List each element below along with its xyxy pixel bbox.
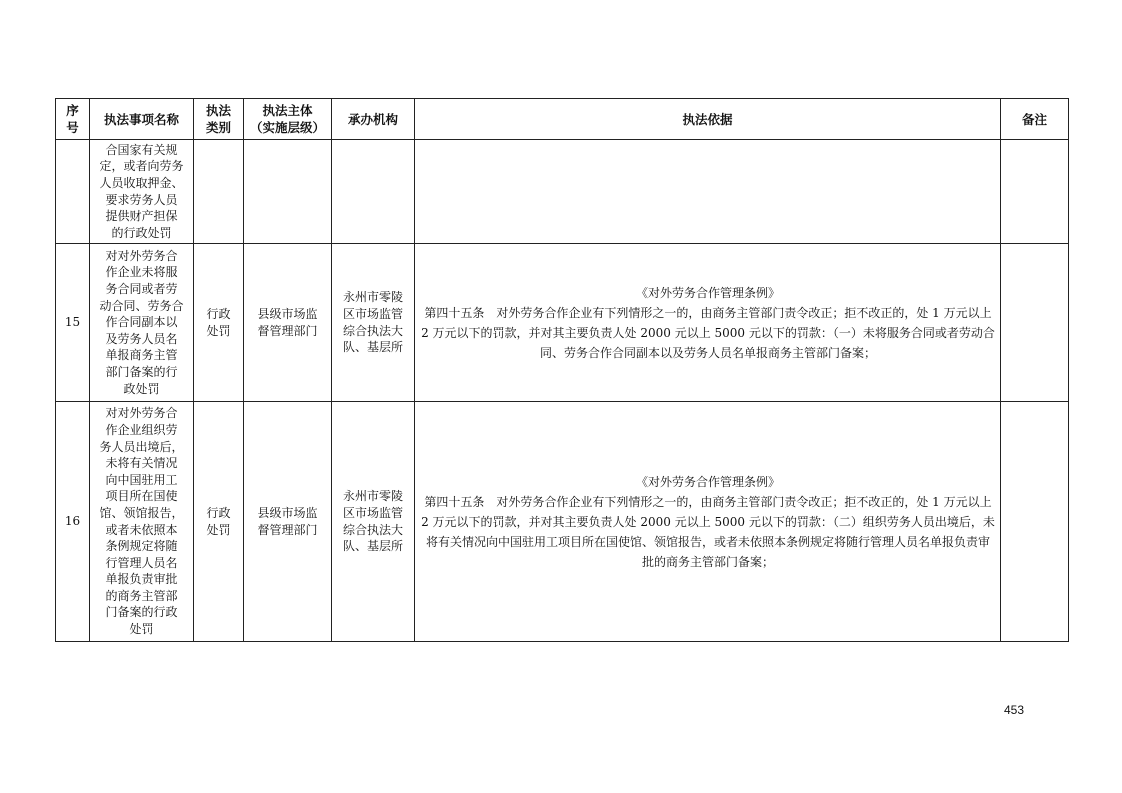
cell-remark <box>1001 140 1069 244</box>
cell-remark <box>1001 244 1069 402</box>
enforcement-items-table <box>55 98 1069 642</box>
table-row <box>56 402 1069 642</box>
basis-title: 《对外劳务合作管理条例》 <box>635 285 780 300</box>
cell-basis <box>415 402 1001 642</box>
cell-seq: 16 <box>56 402 90 642</box>
table-row <box>56 244 1069 402</box>
header-name: 执法事项名称 <box>90 99 194 140</box>
cell-category: 行政 处罚 <box>194 402 244 642</box>
cell-name: 对对外劳务合 作企业组织劳 务人员出境后， 未将有关情况 向中国驻用工 项目所在国使 馆、领馆报告， 或者未依照本 条例规定将随 行管理人员名 单报负责审批 的商务主管部 门备案的行政 处罚 <box>90 402 194 642</box>
cell-agency: 永州市零陵 区市场监管 综合执法大 队、基层所 <box>332 402 415 642</box>
cell-name: 对对外劳务合 作企业未将服 务合同或者劳 动合同、劳务合 作合同副本以 及劳务人员名 单报商务主管 部门备案的行 政处罚 <box>90 244 194 402</box>
cell-subject: 县级市场监 督管理部门 <box>244 244 332 402</box>
table-row <box>56 140 1069 244</box>
cell-agency <box>332 140 415 244</box>
cell-seq <box>56 140 90 244</box>
cell-category <box>194 140 244 244</box>
cell-subject: 县级市场监 督管理部门 <box>244 402 332 642</box>
cell-seq: 15 <box>56 244 90 402</box>
cell-basis <box>415 140 1001 244</box>
cell-category: 行政 处罚 <box>194 244 244 402</box>
cell-name: 合国家有关规 定，或者向劳务 人员收取押金、 要求劳务人员 提供财产担保 的行政处罚 <box>90 140 194 244</box>
cell-remark <box>1001 402 1069 642</box>
cell-subject <box>244 140 332 244</box>
page-number: 453 <box>1004 703 1025 717</box>
header-seq: 序 号 <box>56 99 90 140</box>
header-agency: 承办机构 <box>332 99 415 140</box>
cell-basis <box>415 244 1001 402</box>
basis-text: 第四十五条 对外劳务合作企业有下列情形之一的，由商务主管部门责令改正；拒不改正的，处 1 万元以上 2 万元以下的罚款，并对其主要负责人处 2000 元以上 5000 元以下的罚款：（二）组织劳务人员出境后，未将有关情况向中国驻用工项目所在国使馆、领馆报告，或者未依照本条例规定将随行管理人员名单报负责审批的商务主管部门备案； <box>421 494 995 569</box>
basis-title: 《对外劳务合作管理条例》 <box>635 474 780 489</box>
cell-agency: 永州市零陵 区市场监管 综合执法大 队、基层所 <box>332 244 415 402</box>
header-basis: 执法依据 <box>415 99 1001 140</box>
header-remark: 备注 <box>1001 99 1069 140</box>
basis-text: 第四十五条 对外劳务合作企业有下列情形之一的，由商务主管部门责令改正；拒不改正的，处 1 万元以上 2 万元以下的罚款，并对其主要负责人处 2000 元以上 5000 元以下的罚款：（一）未将服务合同或者劳动合同、劳务合作合同副本以及劳务人员名单报商务主管部门备案； <box>421 305 995 360</box>
header-category: 执法 类别 <box>194 99 244 140</box>
header-subject: 执法主体 （实施层级） <box>244 99 332 140</box>
table-header-row <box>56 99 1069 140</box>
